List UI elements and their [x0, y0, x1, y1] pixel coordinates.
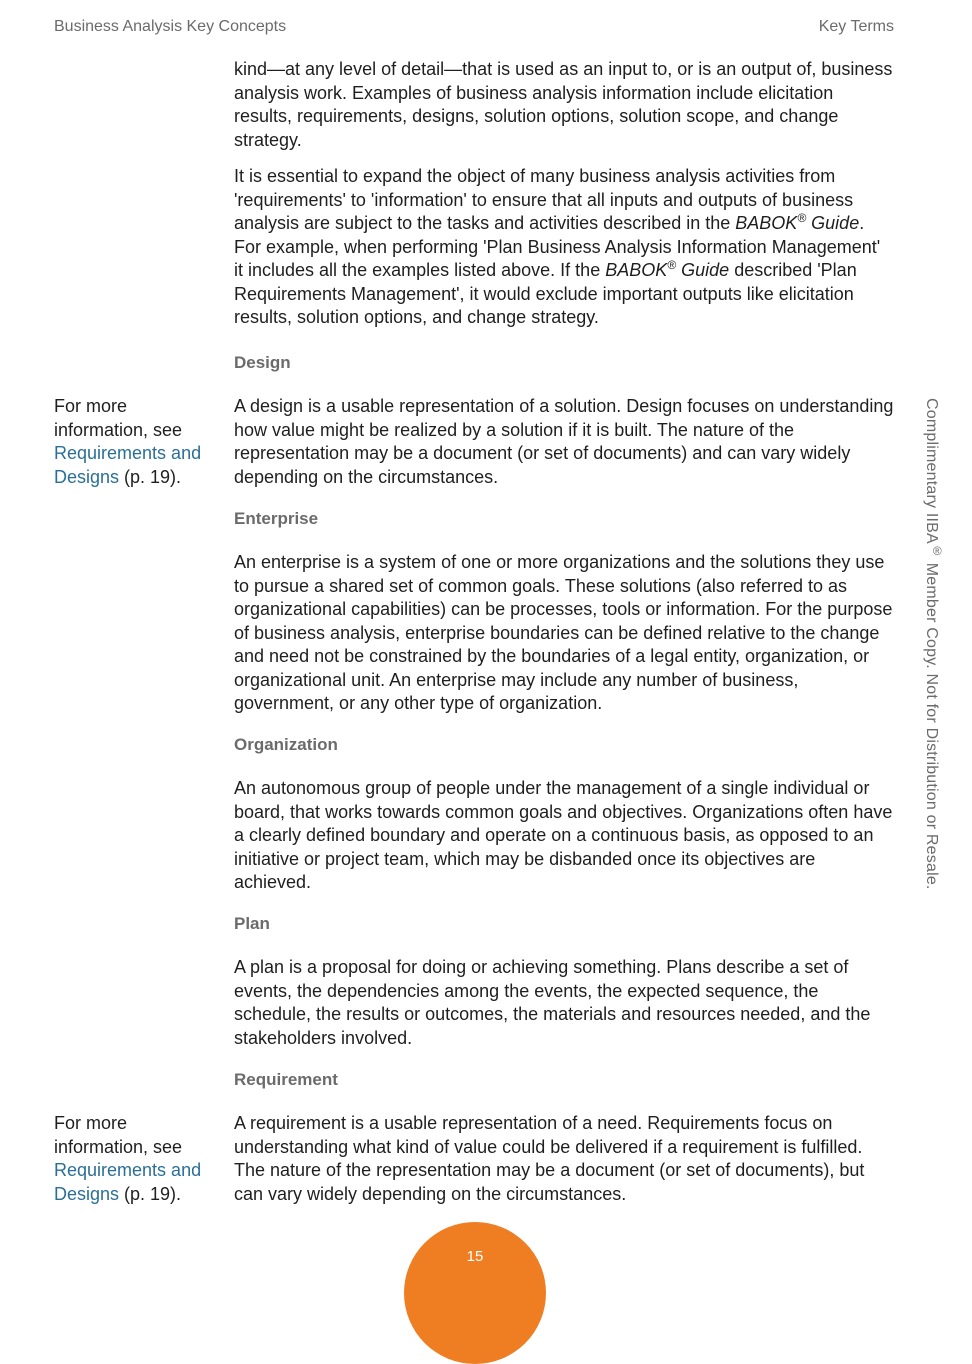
member-copy-watermark: Complimentary IIBA® Member Copy. Not for Distribution or Resale. — [923, 398, 945, 890]
information-paragraph-expanded — [234, 165, 894, 330]
term-heading-requirement: Requirement — [234, 1070, 338, 1089]
requirements-and-designs-link-2[interactable]: Requirements and Designs — [54, 1160, 202, 1204]
info-text-part-b: . For example, when performing 'Plan Business Analysis Information Management' it includes all the examples listed above. If the — [234, 213, 881, 280]
plan-definition: A plan is a proposal for doing or achieving something. Plans describe a set of events, the dependencies among the events, the expected sequence, the schedule, the results or outcomes, the materials and resources needed, and the stakeholders involved. — [234, 957, 871, 1048]
organization-definition: An autonomous group of people under the management of a single individual or board, that works towards common goals and objectives. Organizations often have a clearly defined boundary and operate on a continuous basis, as opposed to an initiative or project team, which may be disbanded once its objectives are achieved. — [234, 778, 893, 892]
page-number: 15 — [466, 1248, 484, 1265]
info-text-part-a: It is essential to expand the object of many business analysis activities from 'requirements' to 'information' to ensure that all inputs and outputs of business analysis are subject to the tasks and activities described in the — [234, 166, 854, 233]
info-text-part-c: described 'Plan Requirements Management', it would exclude important outputs like elicitation results, solution options, and change strategy. — [234, 260, 857, 327]
term-heading-design: Design — [234, 353, 291, 372]
term-heading-organization: Organization — [234, 735, 338, 754]
requirement-definition: A requirement is a usable representation of a need. Requirements focus on understanding what kind of value could be delivered if a requirement is fulfilled. The nature of the representation may be a document (or set of documents), but can vary widely depending on the circumstances. — [234, 1113, 865, 1204]
babok-title: BABOK® Guide — [735, 211, 860, 233]
information-paragraph-continued: kind—at any level of detail—that is used as an input to, or is an output of, business analysis work. Examples of business analysis information include elicitation results, requirements, designs, solution options, solution scope, and change strategy. — [234, 59, 893, 150]
term-heading-plan: Plan — [234, 914, 270, 933]
sidenote-design: For more information, see Requirements and Designs (p. 19). — [54, 396, 202, 487]
page-number-tab — [404, 1222, 546, 1364]
running-header-title: Business Analysis Key Concepts — [54, 18, 287, 35]
babok-title-2: BABOK® Guide — [605, 258, 730, 280]
term-heading-enterprise: Enterprise — [234, 509, 319, 528]
main-text-column — [234, 58, 894, 330]
sidenote-requirement: For more information, see Requirements and Designs (p. 19). — [54, 1113, 202, 1204]
running-header-section: Key Terms — [818, 18, 894, 35]
requirements-and-designs-link[interactable]: Requirements and Designs — [54, 443, 202, 487]
design-definition: A design is a usable representation of a solution. Design focuses on understanding how value might be realized by a solution if it is built. The nature of the representation may be a document (or set of documents) and can vary widely depending on the circumstances. — [234, 396, 894, 487]
enterprise-definition: An enterprise is a system of one or more organizations and the solutions they use to pursue a shared set of common goals. These solutions (also referred to as organizational capabilities) can be processes, tools or information. For the purpose of business analysis, enterprise boundaries can be defined relative to the change and need not be constrained by the boundaries of a legal entity, organization, or organizational unit. An enterprise may include any number of business, government, or any other type of organization. — [234, 552, 893, 713]
